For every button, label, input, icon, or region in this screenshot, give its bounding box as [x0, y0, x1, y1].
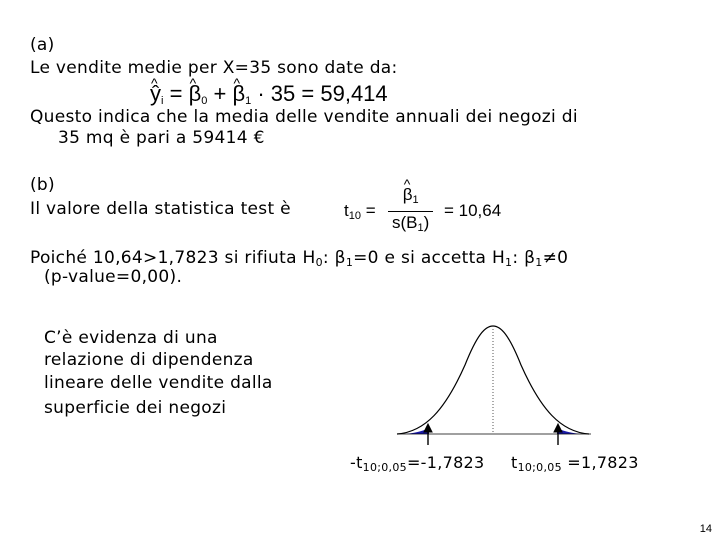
left-critical-arrow — [424, 424, 432, 445]
normal-distribution-curve — [395, 320, 605, 445]
predicted-value-equation: ^ $ŷ_i$ = ^ $\beta_0$ + ^ $\beta_1 \cdot 35 = 59,414$ — [150, 80, 388, 115]
y-hat: ^ ŷ — [150, 80, 161, 108]
evidence-line-3: lineare delle vendite dalla — [44, 373, 273, 393]
interpretation-line-2: 35 mq è pari a 59414 € — [58, 128, 265, 148]
beta1-hat: ^ β — [232, 80, 245, 108]
part-b-label: (b) — [30, 175, 55, 195]
evidence-line-4: superficie dei negozi — [44, 398, 227, 418]
interpretation-line-1: Questo indica che la media delle vendite annuali dei negozi di — [30, 107, 578, 127]
left-critical-value: $-t_{10;0,05}=-1,7823$ — [350, 453, 485, 474]
t-statistic-lhs: $t_{10}$ = — [344, 201, 376, 222]
evidence-line-2: relazione di dipendenza — [44, 350, 254, 370]
right-critical-arrow — [554, 424, 562, 445]
t-statistic-fraction: ^ $\beta_1$ $s(B_1)$ — [388, 184, 433, 239]
page-number: 14 — [699, 523, 712, 535]
evidence-line-1: C’è evidenza di una — [44, 328, 218, 348]
part-b-intro: Il valore della statistica test è — [30, 199, 291, 219]
right-critical-value: $t_{10;0,05} =1,7823$ — [511, 453, 639, 474]
part-a-label: (a) — [30, 35, 55, 55]
conclusion-line-2: (p-value=0,00). — [44, 267, 183, 287]
conclusion-line-1: Poiché 10,64>1,7823 si rifiuta $H_0$: $\beta_1=0$ e si accetta $H_1$: $\beta_1\ne 0$ — [30, 248, 569, 269]
beta0-hat: ^ β — [189, 80, 202, 108]
predicted-result: = 59,414 — [301, 81, 388, 106]
part-a-intro: Le vendite medie per X=35 sono date da: — [30, 58, 398, 78]
t-statistic-result: = 10,64 — [444, 201, 502, 220]
